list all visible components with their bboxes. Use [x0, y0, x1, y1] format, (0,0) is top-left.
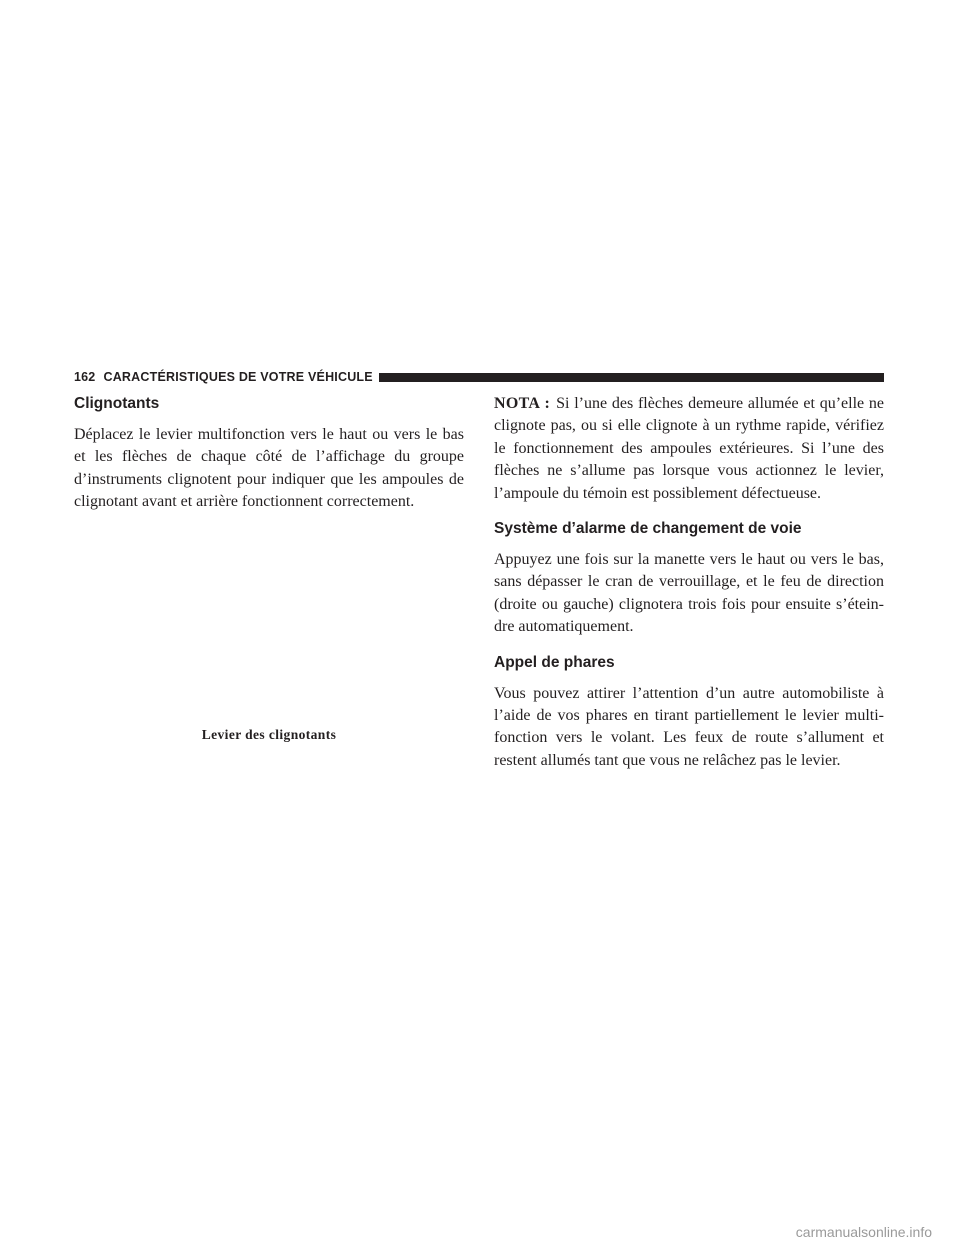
page-number: 162 [74, 370, 96, 384]
section-title: CARACTÉRISTIQUES DE VOTRE VÉHICULE [103, 370, 373, 384]
figure-turn-signal-lever [74, 500, 464, 720]
heading-clignotants: Clignotants [74, 395, 160, 412]
page-header [74, 367, 884, 387]
note-block [494, 393, 884, 505]
note-paragraph [494, 393, 884, 505]
figure-caption: Levier des clignotants [201, 727, 337, 742]
paragraph-lane-change: Appuyez une fois sur la manette vers le haut ou vers le bas, sans dépasser le cran de verrouillage, et le feu de direction (droite ou gauche) clignotera trois fois pour ensuite s’éteindre automatiquement. [494, 551, 884, 636]
note-text: Si l’une des flèches demeure allumée et qu’elle ne clignote pas, ou si elle clignote à un rythme rapide, vérifiez le fonctionnement des ampoules extérieures. Si l’une des flèches ne s’allume pas lorsque vous actionnez le levier, l’ampoule du témoin est possiblement défectueuse. [494, 395, 884, 502]
watermark: carmanualsonline.info [795, 1224, 932, 1240]
paragraph-clignotants: Déplacez le levier multifonction vers le haut ou vers le bas et les flèches de chaque côté de l’affichage du groupe d’instruments clignotent pour indiquer que les ampoules de clignotant avant et arrière fonctionnent correctement. [74, 426, 464, 511]
flash-to-pass-block [494, 683, 884, 773]
lane-change-block [494, 549, 884, 639]
heading-flash-to-pass: Appel de phares [494, 653, 615, 671]
paragraph-flash-to-pass: Vous pouvez attirer l’attention d’un autre automobiliste à l’aide de vos phares en tirant partiellement le levier multifonction vers le volant. Les feux de route s’allument et restent allumés tant que vous ne relâchez pas le levier. [494, 684, 884, 769]
heading-lane-change: Système d’alarme de changement de voie [494, 520, 802, 538]
header-rule [379, 373, 884, 382]
right-column [494, 393, 884, 785]
note-label: NOTA : [494, 395, 551, 412]
left-column [74, 393, 464, 514]
